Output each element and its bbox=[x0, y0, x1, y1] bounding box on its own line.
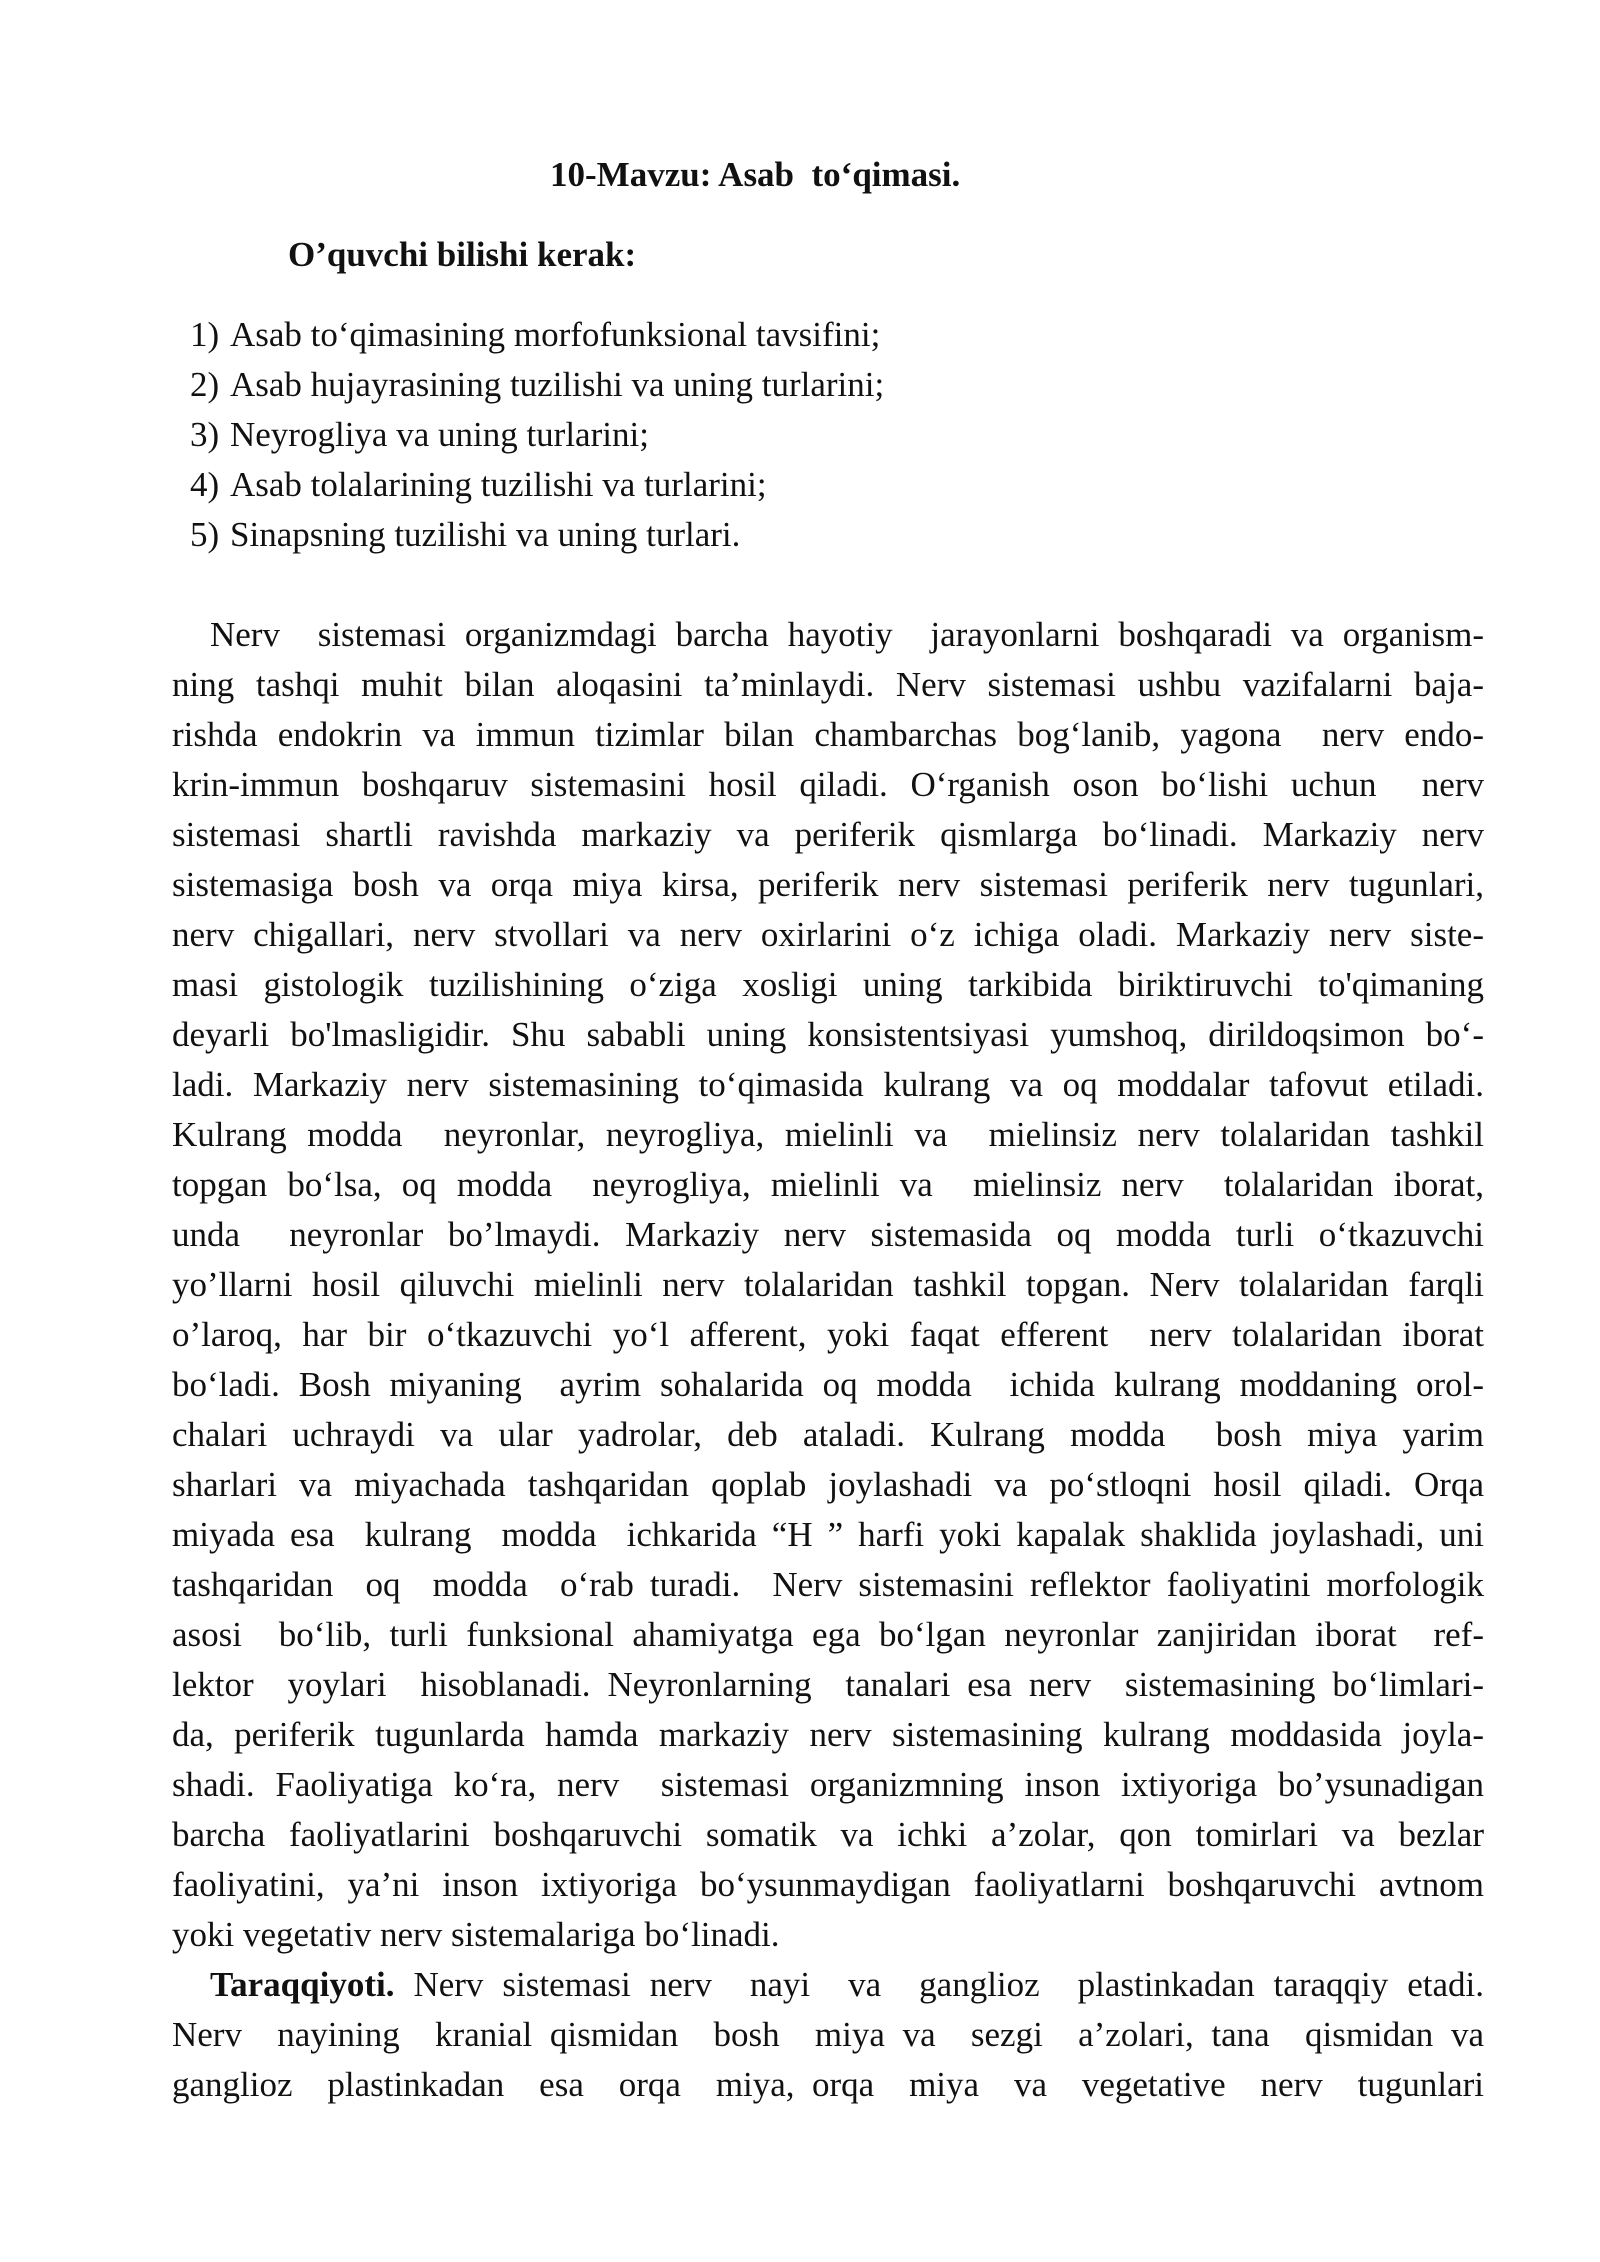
paragraph-line: asosi bo‘lib, turli funksional ahamiyatga ega bo‘lgan neyronlar zanjiridan iborat ref- bbox=[172, 1615, 1484, 1654]
paragraph-line: Nerv nayining kranial qismidan bosh miya va sezgi a’zolari, tana qismidan va bbox=[172, 2015, 1484, 2054]
paragraph-line: shadi. Faoliyatiga ko‘ra, nerv sistemasi organizmning inson ixtiyoriga bo’ysunadigan bbox=[172, 1765, 1484, 1804]
section-subtitle: O’quvchi bilishi kerak: bbox=[288, 235, 637, 274]
paragraph-line: ganglioz plastinkadan esa orqa miya, orqa miya va vegetative nerv tugunlari bbox=[172, 2065, 1484, 2104]
paragraph-line: faoliyatini, ya’ni inson ixtiyoriga bo‘ysunmaydigan faoliyatlarni boshqaruvchi avtnom bbox=[172, 1865, 1484, 1904]
paragraph-line: sistemasiga bosh va orqa miya kirsa, periferik nerv sistemasi periferik nerv tugunlari, bbox=[172, 865, 1484, 904]
list-item-text: Sinapsning tuzilishi va uning turlari. bbox=[230, 515, 741, 554]
objectives-list bbox=[190, 310, 884, 560]
paragraph-line: o’laroq, har bir o‘tkazuvchi yo‘l afferent, yoki faqat efferent nerv tolalaridan iborat bbox=[172, 1315, 1484, 1354]
paragraph-line: yoki vegetativ nerv sistemalariga bo‘linadi. bbox=[172, 1915, 780, 1954]
list-item bbox=[190, 360, 884, 410]
paragraph-heading: Taraqqiyoti. bbox=[210, 1965, 395, 2004]
list-item-number: 3) bbox=[190, 415, 220, 454]
paragraph-line-text: Nerv sistemasi nerv nayi va ganglioz plastinkadan taraqqiy etadi. bbox=[394, 1965, 1484, 2004]
paragraph-line: barcha faoliyatlarini boshqaruvchi somatik va ichki a’zolar, qon tomirlari va bezlar bbox=[172, 1815, 1484, 1854]
paragraph-line: yo’llarni hosil qiluvchi mielinli nerv tolalaridan tashkil topgan. Nerv tolalaridan farqli bbox=[172, 1265, 1484, 1304]
paragraph-line: deyarli bo'lmasligidir. Shu sababli uning konsistentsiyasi yumshoq, dirildoqsimon bo‘- bbox=[172, 1015, 1484, 1054]
list-item-number: 5) bbox=[190, 515, 220, 554]
list-item-text: Asab to‘qimasining morfofunksional tavsifini; bbox=[230, 315, 881, 354]
body-text bbox=[172, 610, 1484, 2110]
paragraph-line: unda neyronlar bo’lmaydi. Markaziy nerv sistemasida oq modda turli o‘tkazuvchi bbox=[172, 1215, 1484, 1254]
list-item bbox=[190, 510, 884, 560]
paragraph-line: nerv chigallari, nerv stvollari va nerv oxirlarini o‘z ichiga oladi. Markaziy nerv siste- bbox=[172, 915, 1484, 954]
list-item-text: Asab tolalarining tuzilishi va turlarini; bbox=[230, 465, 767, 504]
list-item bbox=[190, 460, 884, 510]
paragraph-line: masi gistologik tuzilishining o‘ziga xosligi uning tarkibida biriktiruvchi to'qimaning bbox=[172, 965, 1484, 1004]
paragraph-line: ning tashqi muhit bilan aloqasini ta’minlaydi. Nerv sistemasi ushbu vazifalarni baja- bbox=[172, 665, 1484, 704]
paragraph-line bbox=[172, 1960, 1484, 2010]
paragraph-line: lektor yoylari hisoblanadi. Neyronlarning tanalari esa nerv sistemasining bo‘limlari- bbox=[172, 1665, 1484, 1704]
list-item-number: 2) bbox=[190, 365, 220, 404]
paragraph-line: ladi. Markaziy nerv sistemasining to‘qimasida kulrang va oq moddalar tafovut etiladi. bbox=[172, 1065, 1484, 1104]
list-item-text: Neyrogliya va uning turlarini; bbox=[230, 415, 649, 454]
paragraph-line: topgan bo‘lsa, oq modda neyrogliya, mielinli va mielinsiz nerv tolalaridan iborat, bbox=[172, 1165, 1484, 1204]
list-item bbox=[190, 410, 884, 460]
list-item-number: 1) bbox=[190, 315, 220, 354]
paragraph-line: krin-immun boshqaruv sistemasini hosil qiladi. O‘rganish oson bo‘lishi uchun nerv bbox=[172, 765, 1484, 804]
paragraph-line: sistemasi shartli ravishda markaziy va periferik qismlarga bo‘linadi. Markaziy nerv bbox=[172, 815, 1484, 854]
paragraph-line: da, periferik tugunlarda hamda markaziy nerv sistemasining kulrang moddasida joyla- bbox=[172, 1715, 1484, 1754]
paragraph-line: sharlari va miyachada tashqaridan qoplab joylashadi va po‘stloqni hosil qiladi. Orqa bbox=[172, 1465, 1484, 1504]
paragraph-line: tashqaridan oq modda o‘rab turadi. Nerv sistemasini reflektor faoliyatini morfologik bbox=[172, 1565, 1484, 1604]
paragraph-development bbox=[172, 1960, 1484, 2110]
list-item-text: Asab hujayrasining tuzilishi va uning turlarini; bbox=[230, 365, 885, 404]
list-item bbox=[190, 310, 884, 360]
paragraph-line: chalari uchraydi va ular yadrolar, deb ataladi. Kulrang modda bosh miya yarim bbox=[172, 1415, 1484, 1454]
paragraph-line: Kulrang modda neyronlar, neyrogliya, mielinli va mielinsiz nerv tolalaridan tashkil bbox=[172, 1115, 1484, 1154]
list-item-number: 4) bbox=[190, 465, 220, 504]
paragraph-intro bbox=[172, 610, 1484, 1960]
paragraph-line: bo‘ladi. Bosh miyaning ayrim sohalarida oq modda ichida kulrang moddaning orol- bbox=[172, 1365, 1484, 1404]
paragraph-line: rishda endokrin va immun tizimlar bilan chambarchas bog‘lanib, yagona nerv endo- bbox=[172, 715, 1484, 754]
page-title: 10-Mavzu: Asab to‘qimasi. bbox=[550, 155, 961, 194]
paragraph-line: Nerv sistemasi organizmdagi barcha hayotiy jarayonlarni boshqaradi va organism- bbox=[210, 615, 1484, 654]
paragraph-line: miyada esa kulrang modda ichkarida “H ” harfi yoki kapalak shaklida joylashadi, uni bbox=[172, 1515, 1484, 1554]
